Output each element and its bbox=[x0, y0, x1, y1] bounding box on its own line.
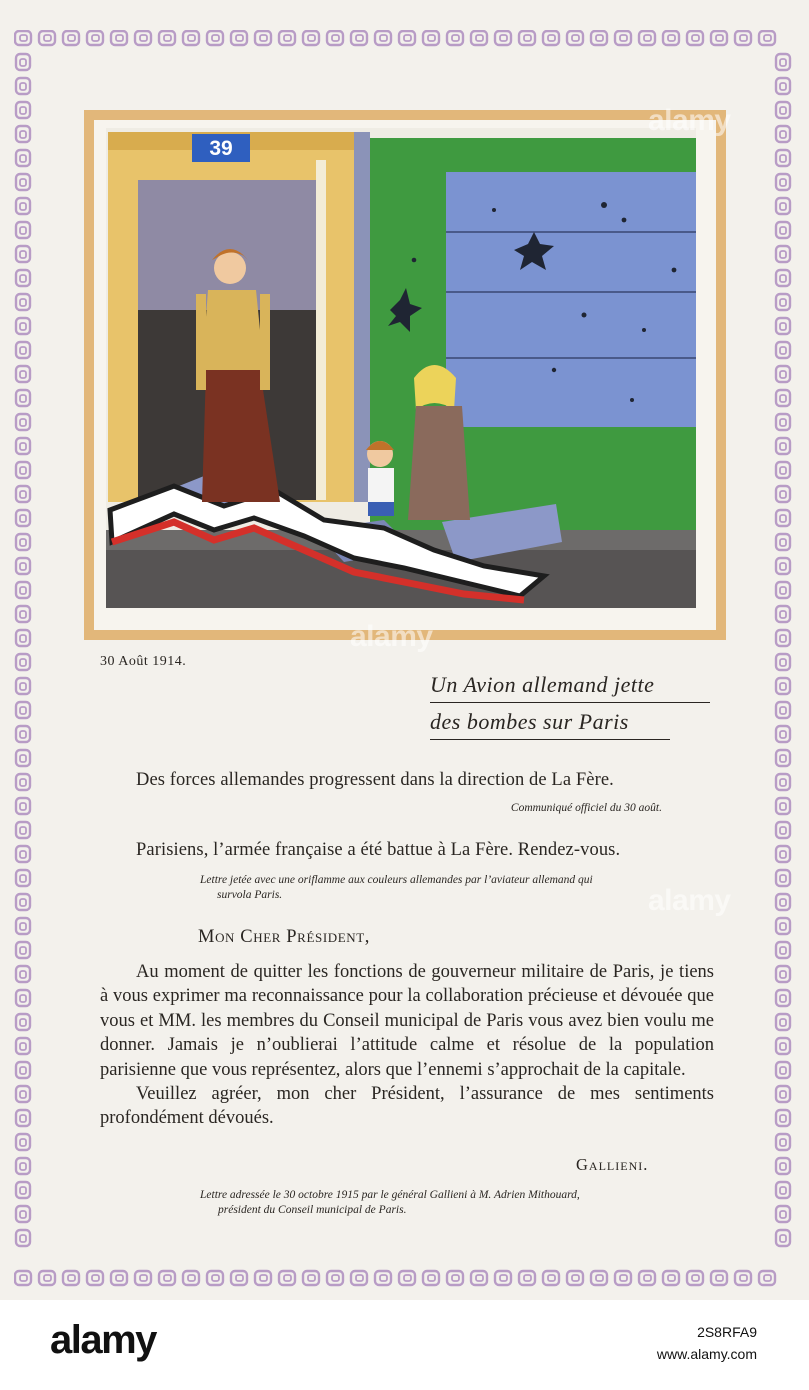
date-label: 30 Août 1914. bbox=[100, 654, 187, 669]
border-glyph bbox=[16, 1230, 30, 1246]
border-glyph bbox=[711, 31, 727, 45]
border-glyph bbox=[15, 31, 31, 45]
border-glyph bbox=[776, 1182, 790, 1198]
border-glyph bbox=[776, 318, 790, 334]
border-glyph bbox=[776, 222, 790, 238]
border-glyph bbox=[776, 870, 790, 886]
border-glyph bbox=[495, 31, 511, 45]
border-glyph bbox=[776, 966, 790, 982]
illustration bbox=[84, 110, 726, 640]
border-glyph bbox=[776, 1206, 790, 1222]
border-glyph bbox=[351, 31, 367, 45]
border-glyph bbox=[776, 1230, 790, 1246]
border-glyph bbox=[711, 1271, 727, 1285]
border-glyph bbox=[16, 414, 30, 430]
border-glyph bbox=[16, 126, 30, 142]
watermark: alamy bbox=[648, 884, 731, 917]
title-line-1: Un Avion allemand jette bbox=[430, 670, 710, 703]
border-glyph bbox=[776, 198, 790, 214]
border-glyph bbox=[16, 702, 30, 718]
border-glyph bbox=[759, 31, 775, 45]
border-glyph bbox=[776, 702, 790, 718]
border-glyph bbox=[776, 726, 790, 742]
border-glyph bbox=[16, 1038, 30, 1054]
border-glyph bbox=[351, 1271, 367, 1285]
quote-communique: Des forces allemandes progressent dans la direction de La Fère. bbox=[136, 770, 614, 790]
border-glyph bbox=[16, 174, 30, 190]
quote-leaflet-citation-line-2: survola Paris. bbox=[217, 889, 283, 901]
border-glyph bbox=[519, 1271, 535, 1285]
border-glyph bbox=[776, 1158, 790, 1174]
border-glyph bbox=[135, 31, 151, 45]
border-glyph bbox=[16, 630, 30, 646]
border-glyph bbox=[183, 31, 199, 45]
border-glyph bbox=[776, 582, 790, 598]
border-glyph bbox=[16, 1014, 30, 1030]
border-glyph bbox=[16, 438, 30, 454]
border-glyph bbox=[135, 1271, 151, 1285]
border-glyph bbox=[776, 1014, 790, 1030]
border-glyph bbox=[776, 54, 790, 70]
border-glyph bbox=[16, 390, 30, 406]
border-glyph bbox=[16, 198, 30, 214]
border-glyph bbox=[303, 31, 319, 45]
border-glyph bbox=[776, 942, 790, 958]
border-glyph bbox=[111, 1271, 127, 1285]
border-glyph bbox=[16, 1086, 30, 1102]
border-glyph bbox=[159, 31, 175, 45]
border-glyph bbox=[776, 102, 790, 118]
border-glyph bbox=[111, 31, 127, 45]
border-glyph bbox=[16, 606, 30, 622]
border-glyph bbox=[776, 990, 790, 1006]
border-glyph bbox=[776, 150, 790, 166]
border-glyph bbox=[776, 270, 790, 286]
border-glyph bbox=[423, 31, 439, 45]
border-glyph bbox=[776, 366, 790, 382]
border-glyph bbox=[776, 606, 790, 622]
site-url-link[interactable]: www.alamy.com bbox=[656, 1346, 757, 1362]
border-glyph bbox=[471, 31, 487, 45]
border-glyph bbox=[327, 31, 343, 45]
border-glyph bbox=[16, 1158, 30, 1174]
border-glyph bbox=[375, 1271, 391, 1285]
border-glyph bbox=[687, 31, 703, 45]
border-glyph bbox=[16, 774, 30, 790]
border-glyph bbox=[776, 630, 790, 646]
border-glyph bbox=[447, 1271, 463, 1285]
border-glyph bbox=[16, 654, 30, 670]
border-glyph bbox=[776, 918, 790, 934]
border-glyph bbox=[87, 1271, 103, 1285]
border-glyph bbox=[776, 822, 790, 838]
border-glyph bbox=[663, 1271, 679, 1285]
border-glyph bbox=[399, 31, 415, 45]
letter-citation-line-2: président du Conseil municipal de Paris. bbox=[218, 1204, 407, 1216]
border-glyph bbox=[16, 102, 30, 118]
border-glyph bbox=[615, 31, 631, 45]
border-glyph bbox=[639, 31, 655, 45]
border-glyph bbox=[39, 31, 55, 45]
border-glyph bbox=[16, 222, 30, 238]
border-glyph bbox=[591, 1271, 607, 1285]
border-glyph bbox=[15, 1271, 31, 1285]
border-glyph bbox=[495, 1271, 511, 1285]
border-glyph bbox=[776, 510, 790, 526]
border-glyph bbox=[776, 1038, 790, 1054]
image-id-label: 2S8RFA9 bbox=[697, 1324, 757, 1340]
border-glyph bbox=[16, 582, 30, 598]
border-glyph bbox=[567, 31, 583, 45]
border-glyph bbox=[16, 726, 30, 742]
border-glyph bbox=[16, 318, 30, 334]
boy-figure bbox=[366, 441, 394, 516]
border-glyph bbox=[303, 1271, 319, 1285]
border-glyph bbox=[776, 678, 790, 694]
border-glyph bbox=[543, 31, 559, 45]
border-glyph bbox=[207, 31, 223, 45]
border-glyph bbox=[776, 78, 790, 94]
border-glyph bbox=[16, 342, 30, 358]
house-number: 39 bbox=[209, 137, 233, 160]
border-glyph bbox=[279, 1271, 295, 1285]
border-glyph bbox=[567, 1271, 583, 1285]
blue-shutter bbox=[446, 172, 696, 427]
border-glyph bbox=[776, 846, 790, 862]
border-glyph bbox=[776, 414, 790, 430]
letter-body bbox=[100, 960, 714, 1131]
border-glyph bbox=[16, 366, 30, 382]
title-line-2: des bombes sur Paris bbox=[430, 707, 670, 740]
border-glyph bbox=[16, 798, 30, 814]
border-glyph bbox=[687, 1271, 703, 1285]
border-glyph bbox=[776, 342, 790, 358]
border-glyph bbox=[16, 942, 30, 958]
border-glyph bbox=[776, 390, 790, 406]
alamy-logo[interactable]: alamy bbox=[50, 1318, 156, 1362]
quote-leaflet: Parisiens, l’armée française a été battue à La Fère. Rendez-vous. bbox=[136, 840, 621, 860]
border-glyph bbox=[519, 31, 535, 45]
border-glyph bbox=[447, 31, 463, 45]
border-glyph bbox=[16, 534, 30, 550]
border-glyph bbox=[543, 1271, 559, 1285]
border-glyph bbox=[759, 1271, 775, 1285]
border-glyph bbox=[159, 1271, 175, 1285]
border-glyph bbox=[16, 1062, 30, 1078]
border-glyph bbox=[776, 774, 790, 790]
border-glyph bbox=[16, 462, 30, 478]
border-glyph bbox=[776, 1110, 790, 1126]
border-glyph bbox=[776, 294, 790, 310]
border-glyph bbox=[16, 870, 30, 886]
quote-communique-citation: Communiqué officiel du 30 août. bbox=[510, 802, 662, 814]
border-glyph bbox=[87, 31, 103, 45]
border-glyph bbox=[231, 1271, 247, 1285]
border-glyph bbox=[663, 31, 679, 45]
border-glyph bbox=[63, 31, 79, 45]
border-glyph bbox=[776, 1134, 790, 1150]
border-glyph bbox=[327, 1271, 343, 1285]
border-glyph bbox=[16, 270, 30, 286]
border-glyph bbox=[63, 1271, 79, 1285]
border-glyph bbox=[16, 246, 30, 262]
border-glyph bbox=[399, 1271, 415, 1285]
border-glyph bbox=[776, 486, 790, 502]
quote-leaflet-citation bbox=[200, 873, 706, 903]
letter-signature: Gallieni. bbox=[576, 1155, 649, 1174]
border-glyph bbox=[16, 486, 30, 502]
border-glyph bbox=[255, 1271, 271, 1285]
border-glyph bbox=[776, 1062, 790, 1078]
border-glyph bbox=[16, 294, 30, 310]
border-glyph bbox=[16, 894, 30, 910]
border-glyph bbox=[615, 1271, 631, 1285]
border-glyph bbox=[776, 894, 790, 910]
border-glyph bbox=[776, 438, 790, 454]
border-glyph bbox=[16, 678, 30, 694]
border-glyph bbox=[423, 1271, 439, 1285]
border-glyph bbox=[776, 654, 790, 670]
border-glyph bbox=[776, 558, 790, 574]
border-glyph bbox=[16, 1110, 30, 1126]
border-glyph bbox=[16, 1182, 30, 1198]
letter-citation bbox=[200, 1188, 714, 1218]
border-glyph bbox=[231, 31, 247, 45]
border-glyph bbox=[16, 918, 30, 934]
border-glyph bbox=[16, 1206, 30, 1222]
quote-leaflet-citation-line-1: Lettre jetée avec une oriflamme aux couleurs allemandes par l’aviateur allemand qui bbox=[200, 874, 593, 886]
border-glyph bbox=[639, 1271, 655, 1285]
border-glyph bbox=[255, 31, 271, 45]
border-glyph bbox=[16, 54, 30, 70]
border-glyph bbox=[39, 1271, 55, 1285]
border-glyph bbox=[776, 534, 790, 550]
border-glyph bbox=[207, 1271, 223, 1285]
border-glyph bbox=[16, 822, 30, 838]
border-glyph bbox=[776, 750, 790, 766]
letter-paragraph-1: Au moment de quitter les fonctions de gouverneur militaire de Paris, je tiens à vous exprimer ma reconnaissance pour la collaboration précieuse et dévouée que vous et MM. les membres du Conseil municipal de Paris vous avez bien voulu me donner. Jamais je n’oublierai l’attitude calme et résolue de la population parisienne que vous représentez, alors que l’ennemi s’approchait de la capitale. bbox=[100, 962, 714, 1080]
border-glyph bbox=[16, 750, 30, 766]
border-glyph bbox=[16, 990, 30, 1006]
border-glyph bbox=[471, 1271, 487, 1285]
border-glyph bbox=[16, 1134, 30, 1150]
border-glyph bbox=[16, 966, 30, 982]
border-glyph bbox=[591, 31, 607, 45]
border-glyph bbox=[776, 246, 790, 262]
border-glyph bbox=[776, 462, 790, 478]
border-glyph bbox=[16, 558, 30, 574]
letter-salutation: Mon Cher Président, bbox=[198, 927, 371, 947]
stock-footer bbox=[0, 1300, 809, 1390]
border-glyph bbox=[16, 510, 30, 526]
border-glyph bbox=[776, 798, 790, 814]
border-glyph bbox=[735, 31, 751, 45]
letter-citation-line-1: Lettre adressée le 30 octobre 1915 par le général Gallieni à M. Adrien Mithouard, bbox=[200, 1189, 580, 1201]
border-glyph bbox=[16, 846, 30, 862]
border-glyph bbox=[776, 174, 790, 190]
border-glyph bbox=[16, 78, 30, 94]
border-glyph bbox=[735, 1271, 751, 1285]
watermark: alamy bbox=[350, 620, 433, 653]
border-glyph bbox=[375, 31, 391, 45]
border-glyph bbox=[279, 31, 295, 45]
border-glyph bbox=[183, 1271, 199, 1285]
border-glyph bbox=[776, 1086, 790, 1102]
border-glyph bbox=[16, 150, 30, 166]
border-glyph bbox=[776, 126, 790, 142]
letter-paragraph-2: Veuillez agréer, mon cher Président, l’assurance de mes sentiments profondément dévoués. bbox=[100, 1084, 714, 1129]
watermark: alamy bbox=[648, 104, 731, 137]
